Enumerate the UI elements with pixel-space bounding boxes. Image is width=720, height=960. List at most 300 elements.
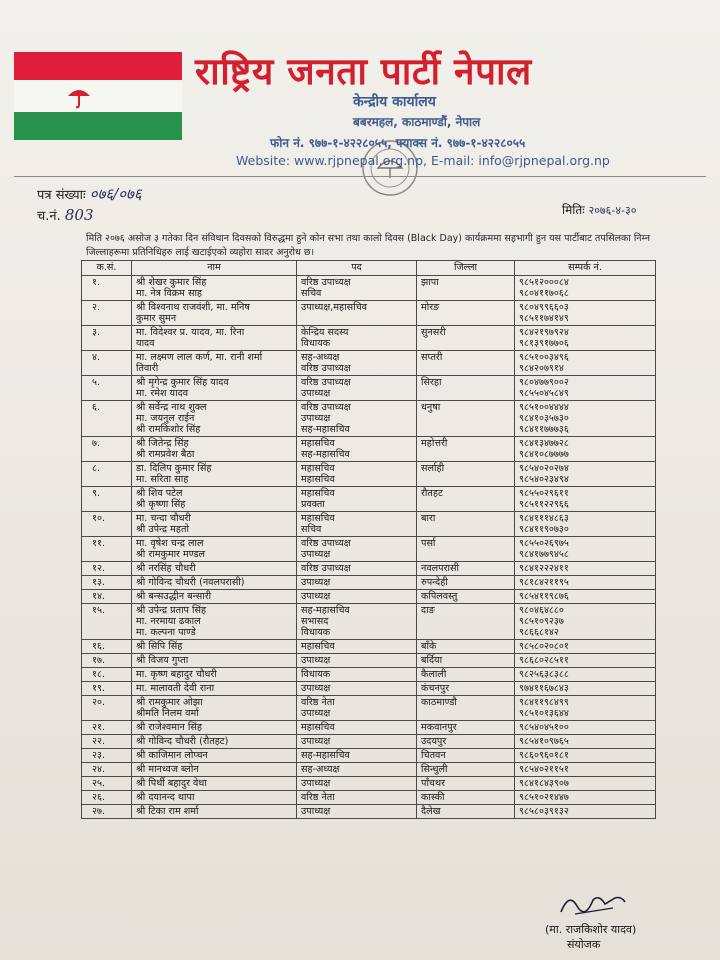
cell-contact-line: ९८५११२२९६६ — [519, 499, 569, 510]
cell-post-line: उपाध्यक्ष — [301, 591, 331, 602]
representatives-table — [81, 260, 656, 819]
cell-serial: २५. — [82, 777, 132, 791]
cell-name — [132, 696, 297, 721]
letter-number-label: पत्र संख्याः — [37, 188, 86, 203]
cell-name-line: श्री मृगेन्द्र कुमार सिंह यादव — [136, 377, 229, 388]
cell-district: सिन्धुली — [417, 763, 515, 777]
office-title: केन्द्रीय कार्यालय — [353, 94, 436, 110]
cell-post — [297, 668, 417, 682]
cell-serial: २४. — [82, 763, 132, 777]
cell-post-line: वरिष्ठ उपाध्यक्ष — [301, 277, 351, 288]
cell-post-line: सह-महासचिव — [301, 750, 350, 761]
cell-contact — [515, 351, 656, 376]
cell-district: दैलेख — [417, 805, 515, 819]
cell-district: बारा — [417, 512, 515, 537]
website-line: Website: www.rjpnepal.org.np, E-mail: info@rjpnepal.org.np — [236, 153, 610, 168]
cell-contact — [515, 462, 656, 487]
office-address: बबरमहल, काठमाण्डौं, नेपाल — [353, 115, 481, 129]
cell-serial: २३. — [82, 749, 132, 763]
cell-serial: १४. — [82, 590, 132, 604]
cell-post-line: प्रवक्ता — [301, 499, 325, 510]
cell-post-line: सचिव — [301, 524, 322, 535]
cell-name-line: यादव — [136, 338, 155, 349]
table-row — [82, 668, 656, 682]
cell-contact — [515, 562, 656, 576]
cell-serial: ८. — [82, 462, 132, 487]
flag-green-band — [14, 112, 182, 140]
cell-post-line: उपाध्यक्ष — [301, 778, 331, 789]
table-row — [82, 462, 656, 487]
cell-post-line: वरिष्ठ उपाध्यक्ष — [301, 538, 351, 549]
cell-name-line: मा. नेत्र विक्रम साह — [136, 288, 203, 299]
cell-district: कास्की — [417, 791, 515, 805]
cell-contact-line: ९८१८४२११९५ — [519, 577, 569, 588]
cell-contact-line: ९८४११९०७३० — [519, 524, 569, 535]
cell-name — [132, 487, 297, 512]
cell-name-line: श्री राजेश्वमान सिंह — [136, 722, 202, 733]
cell-contact-line: ९७४११६७८४३ — [519, 683, 569, 694]
cell-post-line: विधायक — [301, 338, 331, 349]
cell-name — [132, 791, 297, 805]
cell-post — [297, 437, 417, 462]
cell-post — [297, 640, 417, 654]
cell-contact — [515, 735, 656, 749]
cell-name-line: श्री शिव पटेल — [136, 488, 183, 499]
cell-contact — [515, 682, 656, 696]
cell-contact — [515, 326, 656, 351]
signatory-name: (मा. राजकिशोर यादव) — [545, 923, 637, 936]
cell-post — [297, 376, 417, 401]
cell-post-line: उपाध्यक्ष — [301, 736, 331, 747]
cell-contact-line: ९८५११७४१४९ — [519, 313, 569, 324]
cell-post — [297, 777, 417, 791]
cell-contact — [515, 376, 656, 401]
cell-contact-line: ९८५१०९२३७ — [519, 616, 564, 627]
cell-contact — [515, 791, 656, 805]
cell-post-line: उपाध्यक्ष — [301, 413, 331, 424]
cell-name — [132, 537, 297, 562]
cell-post — [297, 749, 417, 763]
table-row — [82, 640, 656, 654]
cell-post-line: महासचिव — [301, 641, 335, 652]
cell-district: कपिलवस्तु — [417, 590, 515, 604]
cell-contact — [515, 721, 656, 735]
cell-contact-line: ९८६०९६०१८१ — [519, 750, 569, 761]
flag-white-band — [14, 80, 182, 112]
cell-name-line: डा. दिलिप कुमार सिंह — [136, 463, 212, 474]
cell-contact-line: ९८५४०२०२७४ — [519, 463, 569, 474]
cell-name-line: श्री रामकुमार मण्डल — [136, 549, 205, 560]
cell-name — [132, 763, 297, 777]
contact-line: फोन नं. ९७७-१-४२२८०५५, फ्याक्स नं. ९७७-१-४२२८०५५ — [270, 136, 526, 150]
cell-post — [297, 696, 417, 721]
cell-name — [132, 604, 297, 640]
cell-post-line: वरिष्ठ उपाध्यक्ष — [301, 563, 351, 574]
cell-contact-line: ९८१३९१७७०६ — [519, 338, 569, 349]
cell-name — [132, 735, 297, 749]
umbrella-seal-icon — [340, 140, 440, 204]
cell-contact — [515, 640, 656, 654]
cell-district: रौतहट — [417, 487, 515, 512]
cell-district: झापा — [417, 276, 515, 301]
signature-icon — [555, 888, 630, 918]
table-row — [82, 487, 656, 512]
cell-name-line: श्री विश्वनाथ राजवंशी, मा. मनिष — [136, 302, 250, 313]
cell-post-line: सह-महासचिव — [301, 449, 350, 460]
cell-post-line: सभासद — [301, 616, 329, 627]
cell-district: रुपन्देही — [417, 576, 515, 590]
cell-contact-line: ९८५४१०९७६५ — [519, 736, 569, 747]
cell-name-line: श्रीमति निलम वर्मा — [136, 708, 199, 719]
date-value: २०७६-४-३० — [588, 204, 637, 217]
header-district: जिल्ला — [417, 261, 515, 276]
table-row — [82, 326, 656, 351]
cell-post-line: वरिष्ठ उपाध्यक्ष — [301, 402, 351, 413]
cell-contact — [515, 749, 656, 763]
cell-name — [132, 351, 297, 376]
table-row — [82, 562, 656, 576]
table-row — [82, 763, 656, 777]
cell-name — [132, 401, 297, 437]
cell-serial: १८. — [82, 668, 132, 682]
cell-contact — [515, 777, 656, 791]
cell-district: सप्तरी — [417, 351, 515, 376]
cell-name — [132, 276, 297, 301]
cell-post-line: उपाध्यक्ष — [301, 577, 331, 588]
cell-serial: १९. — [82, 682, 132, 696]
cell-post — [297, 721, 417, 735]
cell-serial: ९. — [82, 487, 132, 512]
table-row — [82, 512, 656, 537]
cell-post — [297, 326, 417, 351]
letter-number — [37, 184, 142, 204]
cell-name-line: श्री मानध्वज ब्लोन — [136, 764, 199, 775]
party-name: राष्ट्रिय जनता पार्टी नेपाल — [195, 49, 532, 93]
cell-contact-line: ९८४१२२२४११ — [519, 563, 569, 574]
cell-serial: २२. — [82, 735, 132, 749]
cell-post-line: वरिष्ठ नेता — [301, 792, 335, 803]
cell-post-line: वरिष्ठ उपाध्यक्ष — [301, 363, 351, 374]
cell-contact-line: ९८५१००३४९६ — [519, 352, 569, 363]
cell-contact — [515, 576, 656, 590]
cell-post — [297, 276, 417, 301]
cell-district: मोरङ — [417, 301, 515, 326]
cell-post — [297, 537, 417, 562]
cell-name-line: श्री उपेन्द्र प्रताप सिंह — [136, 605, 207, 616]
dispatch-number — [37, 206, 94, 224]
header-post: पद — [297, 261, 417, 276]
cell-name — [132, 777, 297, 791]
cell-name — [132, 462, 297, 487]
cell-contact — [515, 668, 656, 682]
cell-name — [132, 376, 297, 401]
cell-serial: १७. — [82, 654, 132, 668]
cell-name-line: श्री गोविन्द चौधरी (नवलपरासी) — [136, 577, 245, 588]
cell-serial: ६. — [82, 401, 132, 437]
cell-name-line: श्री नरसिंह चौधरी — [136, 563, 196, 574]
cell-post — [297, 576, 417, 590]
table-row — [82, 696, 656, 721]
cell-name-line: श्री सिपि सिंह — [136, 641, 183, 652]
cell-contact-line: ९८५५०४५८४९ — [519, 388, 569, 399]
cell-contact — [515, 437, 656, 462]
cell-serial: २७. — [82, 805, 132, 819]
cell-contact — [515, 512, 656, 537]
cell-contact — [515, 301, 656, 326]
cell-contact-line: ९८५८०२०८०१ — [519, 641, 569, 652]
cell-contact-line: ९८०४९९६६०३ — [519, 302, 569, 313]
cell-post-line: सचिव — [301, 288, 322, 299]
cell-contact-line: ९८६६८१४२ — [519, 627, 559, 638]
signatory-role: संयोजक — [567, 938, 601, 951]
cell-district: पर्सा — [417, 537, 515, 562]
cell-post — [297, 654, 417, 668]
table-row — [82, 276, 656, 301]
cell-post-line: उपाध्यक्ष — [301, 683, 331, 694]
cell-contact — [515, 537, 656, 562]
cell-contact — [515, 604, 656, 640]
cell-contact-line: ९८४२०७९१४ — [519, 363, 564, 374]
cell-post-line: महासचिव — [301, 438, 335, 449]
dispatch-number-label: च.नं. — [37, 209, 61, 224]
cell-post-line: उपाध्यक्ष — [301, 806, 331, 817]
cell-contact-line: ९८५५०२९६११ — [519, 488, 569, 499]
cell-contact-line: ९८४११९८४९९ — [519, 697, 569, 708]
cell-serial: ११. — [82, 537, 132, 562]
cell-name-line: श्री रामकुमार ओझा — [136, 697, 203, 708]
cell-post-line: वरिष्ठ नेता — [301, 697, 335, 708]
cell-serial: १०. — [82, 512, 132, 537]
table-row — [82, 682, 656, 696]
cell-contact-line: ९८५८०३९१३२ — [519, 806, 569, 817]
cell-name — [132, 326, 297, 351]
cell-district: कैलाली — [417, 668, 515, 682]
cell-name — [132, 562, 297, 576]
cell-post — [297, 590, 417, 604]
cell-name-line: मा. सरिता साह — [136, 474, 189, 485]
cell-post-line: विधायक — [301, 627, 331, 638]
cell-contact — [515, 654, 656, 668]
cell-contact-line: ९८४१०८७७७७ — [519, 449, 569, 460]
cell-contact-line: ९८६८०२८५११ — [519, 655, 569, 666]
cell-contact-line: ९८४१८४३९०७ — [519, 778, 569, 789]
cell-name-line: श्री विजय गुप्ता — [136, 655, 189, 666]
umbrella-icon — [66, 84, 92, 110]
cell-post-line: महासचिव — [301, 474, 335, 485]
cell-name-line: श्री जितेन्द्र सिंह — [136, 438, 189, 449]
cell-name-line: मा. वृषेश चन्द्र लाल — [136, 538, 204, 549]
cell-serial: ७. — [82, 437, 132, 462]
cell-contact-line: ९८४१११४८६३ — [519, 513, 569, 524]
cell-name — [132, 301, 297, 326]
cell-post-line: महासचिव — [301, 513, 335, 524]
cell-post — [297, 791, 417, 805]
cell-serial: ४. — [82, 351, 132, 376]
cell-serial: २१. — [82, 721, 132, 735]
cell-name — [132, 668, 297, 682]
table-body — [82, 276, 656, 819]
cell-contact-line: ९८२५६३८३८८ — [519, 669, 569, 680]
cell-post — [297, 351, 417, 376]
cell-district: धनुषा — [417, 401, 515, 437]
cell-contact — [515, 276, 656, 301]
cell-name-line: श्री रामकिशोर सिंह — [136, 424, 201, 435]
cell-district: सर्लाही — [417, 462, 515, 487]
cell-district: सुनसरी — [417, 326, 515, 351]
table-row — [82, 376, 656, 401]
table-row — [82, 721, 656, 735]
cell-post-line: सह-अध्यक्ष — [301, 764, 340, 775]
table-row — [82, 401, 656, 437]
cell-serial: १६. — [82, 640, 132, 654]
cell-serial: १. — [82, 276, 132, 301]
cell-name — [132, 654, 297, 668]
cell-contact-line: ९८५४०२११५१ — [519, 764, 569, 775]
cell-contact-line: ९८५४०२३४९४ — [519, 474, 569, 485]
cell-name — [132, 437, 297, 462]
cell-district: बाँके — [417, 640, 515, 654]
cell-contact — [515, 590, 656, 604]
table-row — [82, 604, 656, 640]
dispatch-number-value: 803 — [64, 206, 94, 224]
cell-serial: २६. — [82, 791, 132, 805]
cell-serial: २०. — [82, 696, 132, 721]
cell-contact — [515, 696, 656, 721]
cell-serial: ५. — [82, 376, 132, 401]
cell-name-line: श्री पिर्थी बहादुर वेधा — [136, 778, 207, 789]
flag-red-band — [14, 52, 182, 80]
cell-name-line: श्री शेखर कुमार सिंह — [136, 277, 207, 288]
cell-contact-line: ९८०४११७०६८ — [519, 288, 569, 299]
cell-contact-line: ९८५५०२६९७५ — [519, 538, 569, 549]
cell-post-line: केन्द्रिय सदस्य — [301, 327, 349, 338]
cell-contact — [515, 401, 656, 437]
cell-post — [297, 735, 417, 749]
cell-post — [297, 487, 417, 512]
cell-name-line: श्री कृष्णा सिंह — [136, 499, 186, 510]
cell-contact-line: ९८५१२०००८४ — [519, 277, 569, 288]
cell-district: मकवानपुर — [417, 721, 515, 735]
cell-name-line: मा. नरमाया ढकाल — [136, 616, 201, 627]
cell-post-line: विधायक — [301, 669, 331, 680]
cell-post-line: उपाध्यक्ष — [301, 708, 331, 719]
cell-post-line: महासचिव — [301, 488, 335, 499]
cell-district: दाङ — [417, 604, 515, 640]
cell-name — [132, 576, 297, 590]
cell-contact-line: ९८४१३४७७२८ — [519, 438, 569, 449]
header-name: नाम — [132, 261, 297, 276]
cell-name-line: श्री दयानन्द थापा — [136, 792, 195, 803]
cell-name-line: श्री गोविन्द चौधरी (रौतहट) — [136, 736, 229, 747]
cell-post — [297, 401, 417, 437]
cell-serial: १३. — [82, 576, 132, 590]
cell-contact-line: ९८५४०४५१०० — [519, 722, 569, 733]
cell-district: बर्दिया — [417, 654, 515, 668]
cell-contact-line: ९८५१००४४४४ — [519, 402, 569, 413]
cell-post-line: उपाध्यक्ष,महासचिव — [301, 302, 368, 313]
cell-contact-line: ९८०४७७९००२ — [519, 377, 569, 388]
cell-name-line: मा. कृष्ण बहादुर चौधरी — [136, 669, 217, 680]
cell-district: नवलपरासी — [417, 562, 515, 576]
cell-district: कंचनपुर — [417, 682, 515, 696]
cell-post — [297, 763, 417, 777]
table-row — [82, 791, 656, 805]
cell-post-line: सह-महासचिव — [301, 424, 350, 435]
cell-name-line: मा. चन्दा चौधरी — [136, 513, 191, 524]
cell-post — [297, 805, 417, 819]
cell-post-line: महासचिव — [301, 722, 335, 733]
cell-serial: २. — [82, 301, 132, 326]
table-row — [82, 537, 656, 562]
cell-post-line: उपाध्यक्ष — [301, 388, 331, 399]
cell-name — [132, 721, 297, 735]
cell-name-line: मा. मालावती देवी राना — [136, 683, 215, 694]
cell-post — [297, 512, 417, 537]
header-serial: क.सं. — [82, 261, 132, 276]
cell-contact-line: ९८४१०३५७३० — [519, 413, 569, 424]
cell-post — [297, 562, 417, 576]
cell-post-line: सह-अध्यक्ष — [301, 352, 340, 363]
intro-paragraph: मिति २०७६ असोज ३ गतेका दिन संविधान दिवसको विरुद्धमा हुने कोन सभा तथा कालो दिवस (Black Day) कार्यक्रममा सहभागी हुन यस पार्टीबाट तपसिलका निम्न जिल्लाहरूमा प्रतिनिधिहरु लाई खटाईएको व्यहोरा सादर अनुरोध छ। — [86, 233, 651, 258]
table-row — [82, 805, 656, 819]
cell-name-line: श्री टिका राम शर्मा — [136, 806, 199, 817]
cell-name — [132, 640, 297, 654]
header-contact: सम्पर्क नं. — [515, 261, 656, 276]
cell-contact-line: ९८५१०१३६४४ — [519, 708, 569, 719]
cell-district: उदयपुर — [417, 735, 515, 749]
cell-district: काठमाण्डौ — [417, 696, 515, 721]
cell-post-line: सह-महासचिव — [301, 605, 350, 616]
cell-serial: १२. — [82, 562, 132, 576]
cell-name — [132, 749, 297, 763]
cell-serial: १५. — [82, 604, 132, 640]
cell-name — [132, 682, 297, 696]
table-row — [82, 301, 656, 326]
cell-contact-line: ९८४१७७९४५८ — [519, 549, 569, 560]
cell-name — [132, 590, 297, 604]
cell-contact — [515, 763, 656, 777]
cell-post-line: उपाध्यक्ष — [301, 549, 331, 560]
cell-name-line: श्री रामप्रवेश बैठा — [136, 449, 195, 460]
cell-name-line: श्री काजिमान लोप्चन — [136, 750, 208, 761]
cell-post — [297, 682, 417, 696]
cell-name — [132, 805, 297, 819]
cell-name-line: तिवारी — [136, 363, 159, 374]
cell-contact-line: ९८४२१९७९२४ — [519, 327, 569, 338]
header-divider — [14, 176, 706, 177]
cell-post — [297, 301, 417, 326]
cell-name-line: श्री उपेन्द्र महतो — [136, 524, 189, 535]
cell-name-line: मा. रमेश यादव — [136, 388, 189, 399]
letter-number-value: ०७६/०७६ — [89, 185, 142, 203]
table-row — [82, 749, 656, 763]
cell-contact-line: ९८०४६४८८० — [519, 605, 564, 616]
cell-contact-line: ९८४११७७७३६ — [519, 424, 569, 435]
date-label: मितिः — [562, 203, 585, 217]
cell-post — [297, 604, 417, 640]
cell-name-line: मा. कल्पना पाण्डे — [136, 627, 196, 638]
cell-contact — [515, 805, 656, 819]
cell-post-line: वरिष्ठ उपाध्यक्ष — [301, 377, 351, 388]
cell-name-line: मा. विदेश्वर प्र. यादव, मा. रिना — [136, 327, 245, 338]
cell-district: पाँचथर — [417, 777, 515, 791]
cell-name-line: मा. लक्ष्मण लाल कर्ण, मा. रानी शर्मा — [136, 352, 263, 363]
cell-post-line: उपाध्यक्ष — [301, 655, 331, 666]
cell-contact — [515, 487, 656, 512]
cell-contact-line: ९८५१०२१४४७ — [519, 792, 569, 803]
cell-district: सिरहा — [417, 376, 515, 401]
cell-name-line: श्री बन्सउद्धीन बन्सारी — [136, 591, 212, 602]
